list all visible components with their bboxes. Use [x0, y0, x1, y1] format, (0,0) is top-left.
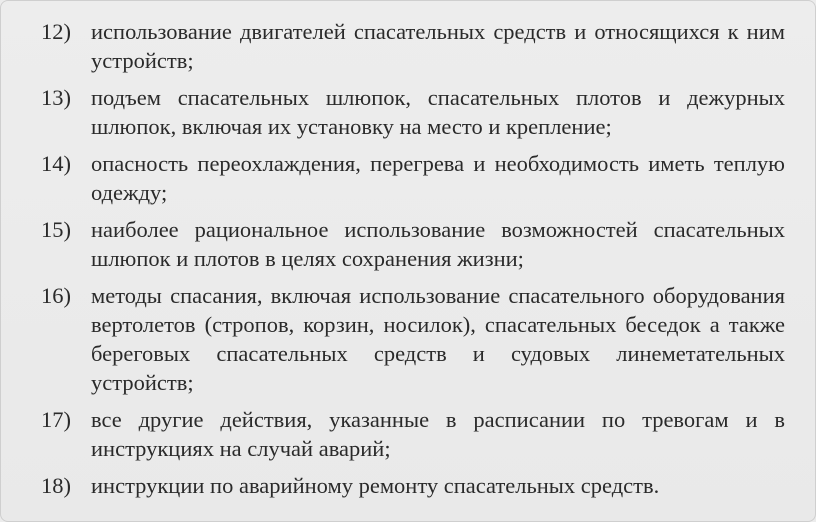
list-item — [41, 405, 785, 463]
item-text: все другие действия, указанные в расписании по тревогам и в инструкциях на случай аварий; — [91, 407, 785, 461]
item-text: инструкции по аварийному ремонту спасательных средств. — [91, 473, 660, 498]
item-number: 13) — [41, 85, 71, 110]
item-number: 17) — [41, 407, 71, 432]
list-item — [41, 17, 785, 75]
item-number: 12) — [41, 19, 71, 44]
item-text: подъем спасательных шлюпок, спасательных плотов и дежурных шлюпок, включая их установку на место и крепление; — [91, 85, 785, 139]
numbered-list — [41, 17, 785, 508]
list-item — [41, 149, 785, 207]
item-text: наиболее рациональное использование возможностей спасательных шлюпок и плотов в целях сохранения жизни; — [91, 217, 785, 271]
item-number: 14) — [41, 151, 71, 176]
list-item — [41, 83, 785, 141]
item-text: методы спасания, включая использование спасательного оборудования вертолетов (стропов, корзин, носилок), спасательных беседок а также береговых спасательных средств и судовых линеметательных устройств; — [91, 283, 785, 395]
item-number: 18) — [41, 473, 71, 498]
list-item — [41, 471, 785, 500]
list-item — [41, 281, 785, 397]
item-text: опасность переохлаждения, перегрева и необходимость иметь теплую одежду; — [91, 151, 785, 205]
item-number: 16) — [41, 283, 71, 308]
item-text: использование двигателей спасательных средств и относящихся к ним устройств; — [91, 19, 785, 73]
item-number: 15) — [41, 217, 71, 242]
list-item — [41, 215, 785, 273]
